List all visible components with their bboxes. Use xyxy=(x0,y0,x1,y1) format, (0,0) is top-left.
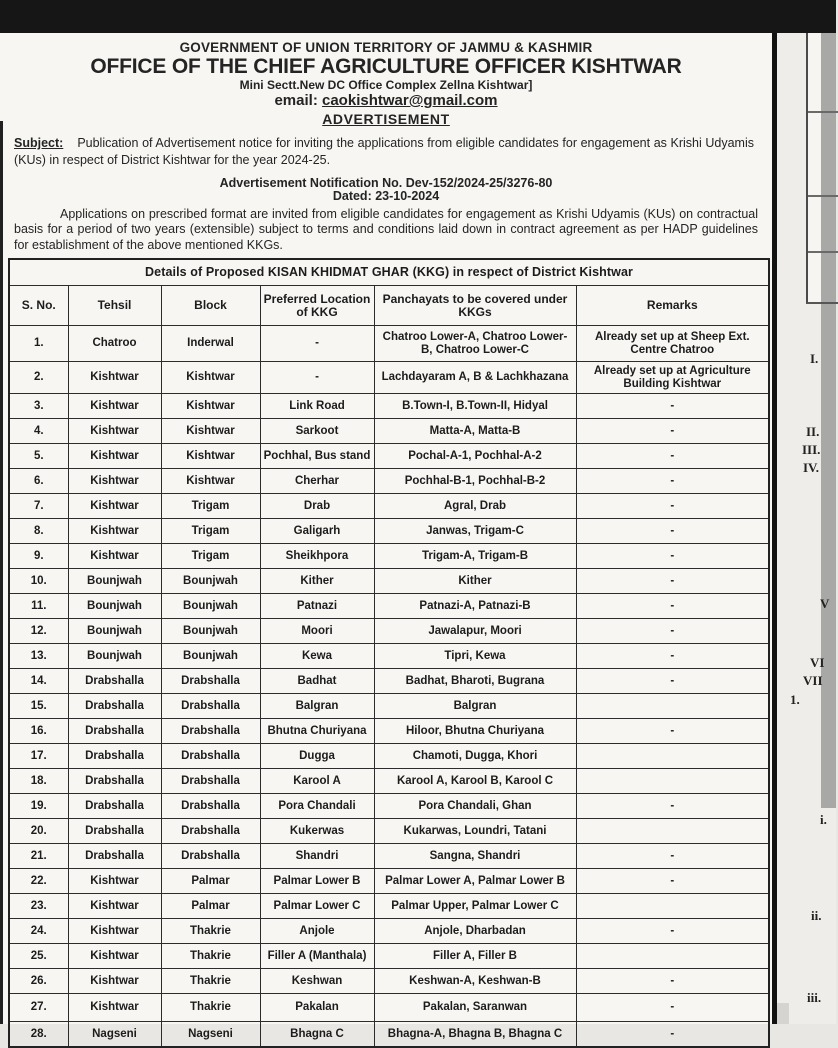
table-row xyxy=(9,1022,769,1048)
table-cell: Kukarwas, Loundri, Tatani xyxy=(374,819,576,844)
table-cell: Sheikhpora xyxy=(260,544,374,569)
table-cell: Bounjwah xyxy=(68,644,161,669)
table-cell: - xyxy=(576,619,769,644)
table-cell: Kishtwar xyxy=(68,919,161,944)
margin-note: VI xyxy=(810,655,825,670)
table-cell: Inderwal xyxy=(161,326,260,362)
table-cell: Drabshalla xyxy=(68,744,161,769)
margin-note: IV. xyxy=(803,460,820,475)
table-row xyxy=(9,326,769,362)
table-cell: Drabshalla xyxy=(161,744,260,769)
table-cell: Balgran xyxy=(374,694,576,719)
table-cell: - xyxy=(576,569,769,594)
table-cell xyxy=(576,769,769,794)
table-cell: Keshwan xyxy=(260,969,374,994)
subject-label: Subject: xyxy=(14,136,64,150)
table-cell: Kishtwar xyxy=(161,419,260,444)
table-cell: - xyxy=(576,1022,769,1048)
table-cell: Bhagna C xyxy=(260,1022,374,1048)
table-cell: Bounjwah xyxy=(161,619,260,644)
office-address: Mini Sectt.New DC Office Complex Zellna Kishtwar] xyxy=(239,78,533,92)
table-cell: Patnazi xyxy=(260,594,374,619)
table-cell: Drabshalla xyxy=(161,719,260,744)
table-row xyxy=(9,494,769,519)
table-cell: 28. xyxy=(9,1022,68,1048)
table-cell: 21. xyxy=(9,844,68,869)
column-header: Block xyxy=(161,286,260,326)
table-cell: 20. xyxy=(9,819,68,844)
table-cell xyxy=(576,819,769,844)
table-cell: - xyxy=(576,844,769,869)
column-header: Tehsil xyxy=(68,286,161,326)
margin-note: II. xyxy=(806,424,820,439)
table-cell: Kishtwar xyxy=(68,544,161,569)
table-cell: Galigarh xyxy=(260,519,374,544)
fragment-rule xyxy=(808,195,838,197)
table-cell: Trigam-A, Trigam-B xyxy=(374,544,576,569)
table-cell: Link Road xyxy=(260,394,374,419)
table-cell: - xyxy=(576,444,769,469)
column-header: Panchayats to be covered under KKGs xyxy=(374,286,576,326)
table-cell: 27. xyxy=(9,994,68,1022)
table-cell: 2. xyxy=(9,362,68,394)
table-cell: Tipri, Kewa xyxy=(374,644,576,669)
table-row xyxy=(9,994,769,1022)
margin-note: I. xyxy=(810,351,819,366)
table-caption: Details of Proposed KISAN KHIDMAT GHAR (KKG) in respect of District Kishtwar xyxy=(9,259,769,286)
page-left-edge xyxy=(0,121,3,1024)
table-cell: Drabshalla xyxy=(68,669,161,694)
table-cell: 5. xyxy=(9,444,68,469)
table-row xyxy=(9,794,769,819)
table-cell: Already set up at Agriculture Building Kishtwar xyxy=(576,362,769,394)
table-row xyxy=(9,469,769,494)
table-cell: Kishtwar xyxy=(68,969,161,994)
table-caption-row xyxy=(9,259,769,286)
table-cell: Drabshalla xyxy=(68,769,161,794)
table-cell: Already set up at Sheep Ext. Centre Chatroo xyxy=(576,326,769,362)
table-row xyxy=(9,769,769,794)
table-cell: Bounjwah xyxy=(161,594,260,619)
table-cell: Palmar xyxy=(161,894,260,919)
scan-top-bar xyxy=(0,0,836,33)
table-cell: 13. xyxy=(9,644,68,669)
table-cell: 9. xyxy=(9,544,68,569)
table-row xyxy=(9,694,769,719)
table-cell: 26. xyxy=(9,969,68,994)
table-cell: - xyxy=(576,644,769,669)
table-cell: Kishtwar xyxy=(161,362,260,394)
table-cell: Trigam xyxy=(161,544,260,569)
table-cell: Drab xyxy=(260,494,374,519)
fragment-rule xyxy=(808,111,838,113)
table-row xyxy=(9,419,769,444)
table-cell: Jawalapur, Moori xyxy=(374,619,576,644)
table-cell: Kishtwar xyxy=(68,419,161,444)
table-cell: - xyxy=(576,669,769,694)
table-cell: Bounjwah xyxy=(68,594,161,619)
table-cell: Bounjwah xyxy=(68,619,161,644)
table-row xyxy=(9,594,769,619)
table-cell xyxy=(576,894,769,919)
column-header: S. No. xyxy=(9,286,68,326)
table-cell: Keshwan-A, Keshwan-B xyxy=(374,969,576,994)
table-row xyxy=(9,919,769,944)
margin-note: 1. xyxy=(790,692,800,707)
table-cell: Badhat xyxy=(260,669,374,694)
email-label: email: xyxy=(274,92,318,109)
table-cell: 25. xyxy=(9,944,68,969)
table-cell: Kither xyxy=(374,569,576,594)
column-header: Remarks xyxy=(576,286,769,326)
table-cell: - xyxy=(576,719,769,744)
table-cell: Thakrie xyxy=(161,944,260,969)
margin-note: III. xyxy=(802,442,821,457)
table-cell xyxy=(576,694,769,719)
fragment-rule xyxy=(808,251,838,253)
table-row xyxy=(9,644,769,669)
table-cell: Kishtwar xyxy=(68,869,161,894)
table-cell: Kukerwas xyxy=(260,819,374,844)
document-page xyxy=(0,33,772,1040)
table-cell: Kishtwar xyxy=(68,394,161,419)
intro-paragraph: Applications on prescribed format are invited from eligible candidates for engagement as Krishi Udyamis (KUs) on contractual basis for a period of two years (extensible) subject to terms and conditions laid down in contract agreement as per HADP guidelines for establishment of the above mentioned KKGs. xyxy=(14,207,758,252)
table-header-row xyxy=(9,286,769,326)
email-line xyxy=(0,92,772,110)
office-title: OFFICE OF THE CHIEF AGRICULTURE OFFICER KISHTWAR xyxy=(90,55,682,78)
table-cell: Kishtwar xyxy=(68,519,161,544)
table-cell: Filler A (Manthala) xyxy=(260,944,374,969)
table-cell: Kewa xyxy=(260,644,374,669)
table-cell: Pora Chandali xyxy=(260,794,374,819)
table-cell: Pakalan xyxy=(260,994,374,1022)
table-row xyxy=(9,519,769,544)
table-row xyxy=(9,619,769,644)
table-cell: - xyxy=(576,869,769,894)
table-cell: - xyxy=(576,919,769,944)
table-cell: Dugga xyxy=(260,744,374,769)
table-cell: Sangna, Shandri xyxy=(374,844,576,869)
table-cell: Kishtwar xyxy=(68,944,161,969)
table-cell: Pochhal-B-1, Pochhal-B-2 xyxy=(374,469,576,494)
table-cell: 17. xyxy=(9,744,68,769)
table-cell: Bounjwah xyxy=(68,569,161,594)
table-cell: - xyxy=(576,969,769,994)
table-cell: Trigam xyxy=(161,519,260,544)
table-cell: Drabshalla xyxy=(68,694,161,719)
notification-block xyxy=(0,177,772,203)
table-cell: 18. xyxy=(9,769,68,794)
table-row xyxy=(9,569,769,594)
document-header xyxy=(0,33,772,128)
table-cell: Hiloor, Bhutna Churiyana xyxy=(374,719,576,744)
table-cell: 12. xyxy=(9,619,68,644)
notification-number: Advertisement Notification No. Dev-152/2024-25/3276-80 xyxy=(219,176,553,190)
table-cell: 19. xyxy=(9,794,68,819)
table-row xyxy=(9,362,769,394)
table-cell: Chatroo Lower-A, Chatroo Lower-B, Chatroo Lower-C xyxy=(374,326,576,362)
table-cell: Sarkoot xyxy=(260,419,374,444)
table-cell: Anjole, Dharbadan xyxy=(374,919,576,944)
table-cell: Drabshalla xyxy=(68,794,161,819)
table-cell xyxy=(576,744,769,769)
subject-paragraph xyxy=(14,135,754,168)
table-cell: 6. xyxy=(9,469,68,494)
table-cell: Kishtwar xyxy=(161,444,260,469)
table-cell: - xyxy=(576,519,769,544)
table-row xyxy=(9,944,769,969)
table-cell: Pochal-A-1, Pochhal-A-2 xyxy=(374,444,576,469)
margin-note: VII xyxy=(803,673,823,688)
next-page-sliver xyxy=(777,33,836,1024)
table-cell: Kishtwar xyxy=(68,469,161,494)
table-cell: - xyxy=(576,794,769,819)
government-line: GOVERNMENT OF UNION TERRITORY OF JAMMU & KASHMIR xyxy=(179,40,593,55)
next-page-corner-shade xyxy=(777,1003,789,1024)
table-cell: Karool A xyxy=(260,769,374,794)
table-cell: Drabshalla xyxy=(161,769,260,794)
table-cell: 11. xyxy=(9,594,68,619)
table-row xyxy=(9,444,769,469)
table-cell: Bounjwah xyxy=(161,644,260,669)
table-cell: Anjole xyxy=(260,919,374,944)
margin-note: iii. xyxy=(807,990,822,1005)
table-cell: Palmar xyxy=(161,869,260,894)
table-cell: Kishtwar xyxy=(161,394,260,419)
table-cell: Kishtwar xyxy=(68,894,161,919)
table-cell: 22. xyxy=(9,869,68,894)
table-cell: 15. xyxy=(9,694,68,719)
table-cell: Balgran xyxy=(260,694,374,719)
table-cell: Drabshalla xyxy=(68,819,161,844)
table-cell: Palmar Lower A, Palmar Lower B xyxy=(374,869,576,894)
table-cell: Trigam xyxy=(161,494,260,519)
table-cell: Drabshalla xyxy=(68,719,161,744)
table-cell: Kishtwar xyxy=(68,444,161,469)
table-cell: Pochhal, Bus stand xyxy=(260,444,374,469)
table-cell xyxy=(576,944,769,969)
table-row xyxy=(9,669,769,694)
table-cell: Nagseni xyxy=(161,1022,260,1048)
table-cell: Palmar Lower C xyxy=(260,894,374,919)
table-row xyxy=(9,744,769,769)
table-row xyxy=(9,719,769,744)
table-cell: Kishtwar xyxy=(68,494,161,519)
table-cell: Thakrie xyxy=(161,969,260,994)
table-cell: 4. xyxy=(9,419,68,444)
table-cell: Shandri xyxy=(260,844,374,869)
table-cell: Moori xyxy=(260,619,374,644)
table-cell: Drabshalla xyxy=(68,844,161,869)
table-cell: 10. xyxy=(9,569,68,594)
table-cell: Badhat, Bharoti, Bugrana xyxy=(374,669,576,694)
table-row xyxy=(9,894,769,919)
table-cell: 14. xyxy=(9,669,68,694)
table-cell: - xyxy=(260,362,374,394)
table-cell: Palmar Lower B xyxy=(260,869,374,894)
table-cell: Chatroo xyxy=(68,326,161,362)
table-cell: - xyxy=(576,994,769,1022)
table-cell: Drabshalla xyxy=(161,819,260,844)
table-cell: Drabshalla xyxy=(161,844,260,869)
table-cell: Kither xyxy=(260,569,374,594)
table-cell: Patnazi-A, Patnazi-B xyxy=(374,594,576,619)
table-cell: Drabshalla xyxy=(161,694,260,719)
table-cell: 8. xyxy=(9,519,68,544)
table-cell: Janwas, Trigam-C xyxy=(374,519,576,544)
table-row xyxy=(9,819,769,844)
table-cell: Drabshalla xyxy=(161,669,260,694)
kkg-table xyxy=(8,258,770,1048)
next-page-table-fragment xyxy=(806,33,838,304)
email-address: caokishtwar@gmail.com xyxy=(322,92,498,109)
table-cell: Bhagna-A, Bhagna B, Bhagna C xyxy=(374,1022,576,1048)
table-cell: 3. xyxy=(9,394,68,419)
advertisement-heading: ADVERTISEMENT xyxy=(322,111,450,127)
table-cell: Palmar Upper, Palmar Lower C xyxy=(374,894,576,919)
margin-note: ii. xyxy=(811,908,822,923)
table-cell: Bounjwah xyxy=(161,569,260,594)
table-cell: Nagseni xyxy=(68,1022,161,1048)
table-cell: Thakrie xyxy=(161,994,260,1022)
table-cell: 16. xyxy=(9,719,68,744)
table-row xyxy=(9,844,769,869)
table-cell: - xyxy=(576,594,769,619)
table-cell: - xyxy=(576,394,769,419)
table-cell: 7. xyxy=(9,494,68,519)
table-row xyxy=(9,394,769,419)
table-row xyxy=(9,969,769,994)
table-row xyxy=(9,869,769,894)
table-cell: 23. xyxy=(9,894,68,919)
table-cell: Thakrie xyxy=(161,919,260,944)
table-cell: Kishtwar xyxy=(68,362,161,394)
table-cell: - xyxy=(576,469,769,494)
table-cell: - xyxy=(576,544,769,569)
table-cell: Cherhar xyxy=(260,469,374,494)
notification-date: Dated: 23-10-2024 xyxy=(332,189,440,203)
table-row xyxy=(9,544,769,569)
table-cell: Drabshalla xyxy=(161,794,260,819)
table-cell: 1. xyxy=(9,326,68,362)
column-header: Preferred Location of KKG xyxy=(260,286,374,326)
table-cell: - xyxy=(260,326,374,362)
table-cell: Bhutna Churiyana xyxy=(260,719,374,744)
subject-text: Publication of Advertisement notice for inviting the applications from eligible candidates for engagement as Krishi Udyamis (KUs) in respect of District Kishtwar for the year 2024-25. xyxy=(14,136,754,167)
table-cell: Kishtwar xyxy=(161,469,260,494)
table-cell: 24. xyxy=(9,919,68,944)
table-cell: Matta-A, Matta-B xyxy=(374,419,576,444)
table-cell: Karool A, Karool B, Karool C xyxy=(374,769,576,794)
table-cell: - xyxy=(576,419,769,444)
table-cell: Filler A, Filler B xyxy=(374,944,576,969)
margin-note: V xyxy=(820,596,830,611)
margin-note: i. xyxy=(820,812,827,827)
table-cell: B.Town-I, B.Town-II, Hidyal xyxy=(374,394,576,419)
table-cell: Lachdayaram A, B & Lachkhazana xyxy=(374,362,576,394)
table-cell: Kishtwar xyxy=(68,994,161,1022)
table-cell: Chamoti, Dugga, Khori xyxy=(374,744,576,769)
table-cell: Agral, Drab xyxy=(374,494,576,519)
table-cell: Pora Chandali, Ghan xyxy=(374,794,576,819)
table-cell: Pakalan, Saranwan xyxy=(374,994,576,1022)
table-cell: - xyxy=(576,494,769,519)
